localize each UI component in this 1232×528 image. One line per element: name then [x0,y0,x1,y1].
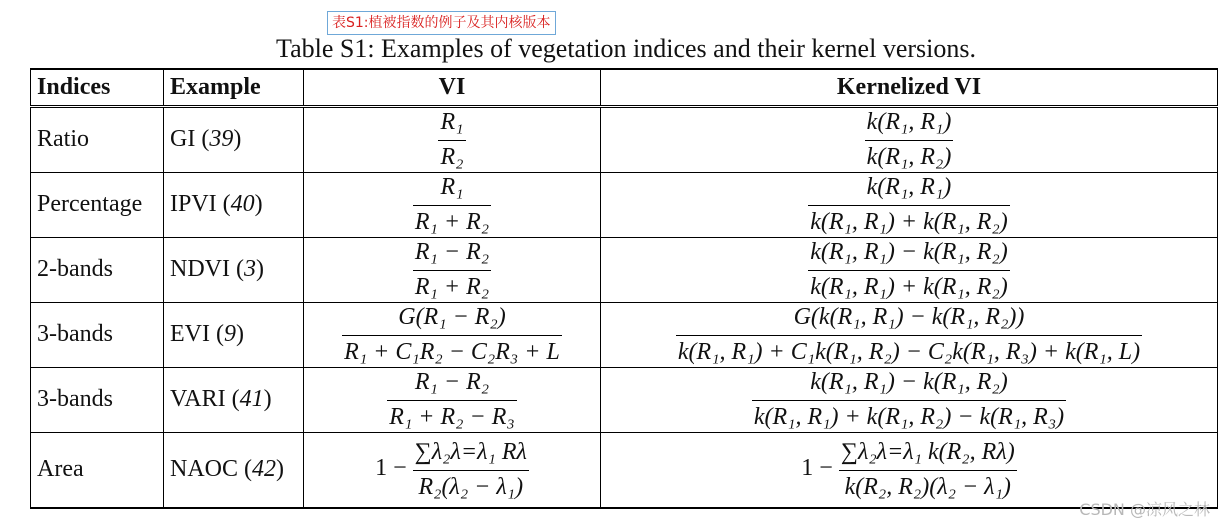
header-kernelized-vi: Kernelized VI [601,69,1218,107]
vegetation-indices-table [30,68,1218,509]
citation-ref: 40 [230,191,255,218]
table-row [31,107,1218,173]
vi-formula [304,173,601,238]
index-cell: 3-bands [31,368,164,433]
kernel-vi-formula [601,238,1218,303]
example-cell: EVI (9) [164,303,304,368]
denominator: R₂(λ₂ − λ₁) [418,473,524,500]
numerator: k(R₁, R₁) − k(R₁, R₂) [808,240,1009,270]
table-row [31,173,1218,238]
table-row [31,238,1218,303]
index-cell: Ratio [31,107,164,173]
numerator: k(R₁, R₁) − k(R₁, R₂) [752,370,1066,400]
kernel-vi-formula [601,173,1218,238]
numerator: R₁ [438,110,465,140]
fraction [676,305,1142,364]
watermark: CSDN @凉风之林 [1079,500,1210,519]
header-row [31,69,1218,107]
denominator: R₂ [440,143,464,170]
vi-formula [304,433,601,509]
index-cell: Percentage [31,173,164,238]
fraction [752,370,1066,429]
example-name: NDVI [170,256,230,283]
annotation-note: 表S1:植被指数的例子及其内核版本 [327,11,556,35]
citation-ref: 9 [223,321,236,348]
denominator: R₁ + R₂ [414,273,490,300]
header-vi: VI [304,69,601,107]
header-example: Example [164,69,304,107]
numerator: ∑λ₂λ=λ₁ k(R₂, Rλ) [839,440,1017,470]
example-name: VARI [170,386,226,413]
fraction [808,240,1009,299]
one-minus: 1 − [375,455,407,482]
numerator: G(R₁ − R₂) [342,305,562,335]
table-caption: Table S1: Examples of vegetation indices and their kernel versions. [276,34,976,63]
denominator: k(R₁, R₁) + k(R₁, R₂) − k(R₁, R₃) [753,403,1065,430]
numerator: R₁ − R₂ [387,370,516,400]
index-cell: Area [31,433,164,509]
citation-ref: 41 [239,386,264,413]
numerator: R₁ − R₂ [413,240,491,270]
denominator: k(R₁, R₂) [866,143,952,170]
example-name: IPVI [170,191,217,218]
numerator: k(R₁, R₁) [808,175,1009,205]
numerator: k(R₁, R₁) [865,110,954,140]
kernel-vi-formula [601,368,1218,433]
denominator: k(R₁, R₁) + C₁k(R₁, R₂) − C₂k(R₁, R₃) + k(R₁, L) [677,338,1141,365]
example-name: GI [170,126,196,153]
denominator: R₁ + R₂ [414,208,490,235]
example-cell: NDVI (3) [164,238,304,303]
index-cell: 2-bands [31,238,164,303]
example-name: EVI [170,321,210,348]
denominator: R₁ + C₁R₂ − C₂R₃ + L [344,338,560,365]
fraction [438,110,465,169]
fraction [808,175,1009,234]
example-cell: GI (39) [164,107,304,173]
fraction [413,175,491,234]
citation-ref: 42 [252,456,277,483]
table-row [31,368,1218,433]
table-row [31,303,1218,368]
one-minus: 1 − [801,455,833,482]
citation-ref: 3 [244,256,256,283]
denominator: k(R₁, R₁) + k(R₁, R₂) [810,273,1008,300]
example-cell: NAOC (42) [164,433,304,509]
denominator: k(R₂, R₂)(λ₂ − λ₁) [844,473,1011,500]
fraction [865,110,954,169]
header-indices: Indices [31,69,164,107]
kernel-vi-formula [601,107,1218,173]
fraction [413,240,491,299]
citation-ref: 39 [209,126,234,153]
fraction [839,440,1017,499]
fraction [413,440,529,499]
vi-formula [304,107,601,173]
example-cell: IPVI (40) [164,173,304,238]
vi-formula [304,238,601,303]
fraction [387,370,516,429]
vi-formula [304,368,601,433]
example-cell: VARI (41) [164,368,304,433]
denominator: k(R₁, R₁) + k(R₁, R₂) [810,208,1008,235]
example-name: NAOC [170,456,239,483]
kernel-vi-formula [601,303,1218,368]
vi-formula [304,303,601,368]
numerator: R₁ [413,175,491,205]
table-row [31,433,1218,509]
numerator: ∑λ₂λ=λ₁ Rλ [413,440,529,470]
index-cell: 3-bands [31,303,164,368]
numerator: G(k(R₁, R₁) − k(R₁, R₂)) [676,305,1142,335]
fraction [342,305,562,364]
denominator: R₁ + R₂ − R₃ [389,403,515,430]
